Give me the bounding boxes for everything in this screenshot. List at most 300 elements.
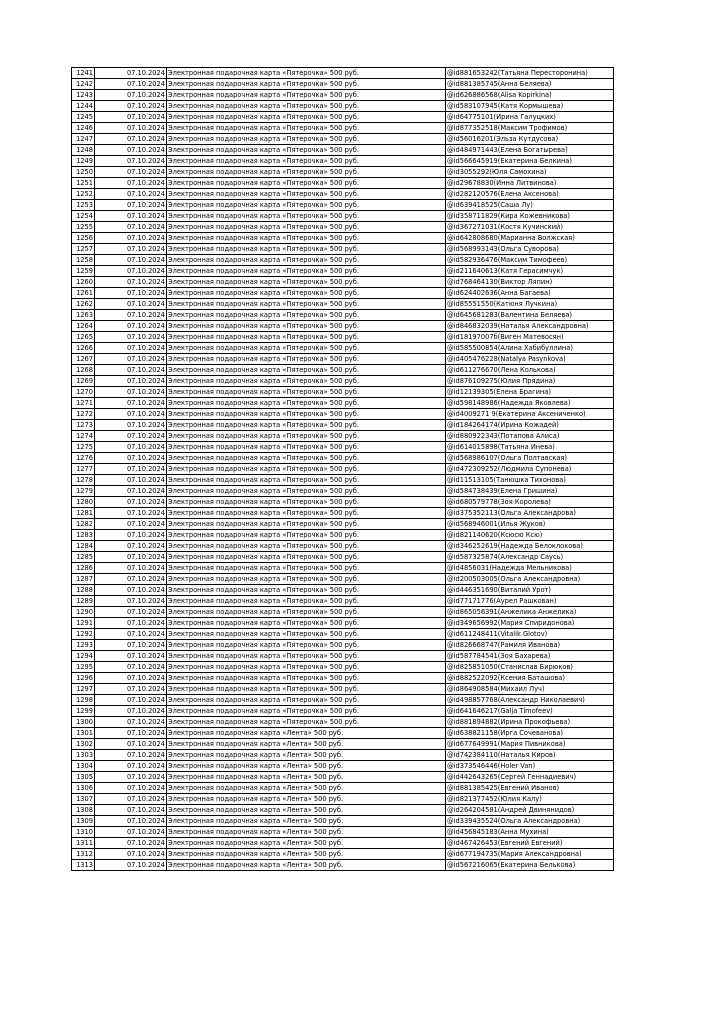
row-number-cell: 1301 — [72, 728, 95, 739]
prize-description-cell: Электронная подарочная карта «Пятерочка» 500 руб. — [167, 266, 446, 277]
table-row — [72, 332, 614, 343]
table-row — [72, 365, 614, 376]
row-number-cell: 1285 — [72, 552, 95, 563]
row-number-cell: 1288 — [72, 585, 95, 596]
winner-id-cell: @id85551550(Катюня Лучкина) — [446, 299, 614, 310]
prize-description-cell: Электронная подарочная карта «Лента» 500 руб. — [167, 772, 446, 783]
row-number-cell: 1260 — [72, 277, 95, 288]
date-cell: 07.10.2024 — [95, 310, 167, 321]
row-number-cell: 1258 — [72, 255, 95, 266]
table-row — [72, 211, 614, 222]
date-cell: 07.10.2024 — [95, 684, 167, 695]
date-cell: 07.10.2024 — [95, 156, 167, 167]
prize-description-cell: Электронная подарочная карта «Пятерочка» 500 руб. — [167, 717, 446, 728]
winner-id-cell: @id624402636(Анна Багаева) — [446, 288, 614, 299]
prize-description-cell: Электронная подарочная карта «Пятерочка» 500 руб. — [167, 343, 446, 354]
date-cell: 07.10.2024 — [95, 244, 167, 255]
row-number-cell: 1309 — [72, 816, 95, 827]
table-row — [72, 717, 614, 728]
prize-description-cell: Электронная подарочная карта «Лента» 500 руб. — [167, 750, 446, 761]
winner-id-cell: @id642808680(Марианна Волжская) — [446, 233, 614, 244]
row-number-cell: 1263 — [72, 310, 95, 321]
winner-id-cell: @id582936476(Максим Тимофеев) — [446, 255, 614, 266]
table-row — [72, 343, 614, 354]
date-cell: 07.10.2024 — [95, 585, 167, 596]
prize-description-cell: Электронная подарочная карта «Пятерочка» 500 руб. — [167, 618, 446, 629]
row-number-cell: 1284 — [72, 541, 95, 552]
prize-description-cell: Электронная подарочная карта «Лента» 500 руб. — [167, 794, 446, 805]
prize-description-cell: Электронная подарочная карта «Пятерочка» 500 руб. — [167, 442, 446, 453]
table-row — [72, 409, 614, 420]
row-number-cell: 1290 — [72, 607, 95, 618]
row-number-cell: 1270 — [72, 387, 95, 398]
date-cell: 07.10.2024 — [95, 68, 167, 79]
date-cell: 07.10.2024 — [95, 761, 167, 772]
table-row — [72, 640, 614, 651]
prize-description-cell: Электронная подарочная карта «Пятерочка» 500 руб. — [167, 508, 446, 519]
prize-description-cell: Электронная подарочная карта «Пятерочка» 500 руб. — [167, 321, 446, 332]
row-number-cell: 1306 — [72, 783, 95, 794]
row-number-cell: 1251 — [72, 178, 95, 189]
row-number-cell: 1255 — [72, 222, 95, 233]
prize-description-cell: Электронная подарочная карта «Пятерочка» 500 руб. — [167, 486, 446, 497]
date-cell: 07.10.2024 — [95, 189, 167, 200]
row-number-cell: 1266 — [72, 343, 95, 354]
row-number-cell: 1307 — [72, 794, 95, 805]
winner-id-cell: @id184264174(Ирина Кожадей) — [446, 420, 614, 431]
prize-description-cell: Электронная подарочная карта «Пятерочка» 500 руб. — [167, 145, 446, 156]
winner-id-cell: @id3055292(Юля Самохина) — [446, 167, 614, 178]
prize-description-cell: Электронная подарочная карта «Пятерочка» 500 руб. — [167, 629, 446, 640]
prize-description-cell: Электронная подарочная карта «Пятерочка» 500 руб. — [167, 244, 446, 255]
prize-description-cell: Электронная подарочная карта «Пятерочка» 500 руб. — [167, 288, 446, 299]
winner-id-cell: @id587325874(Александр Саусь) — [446, 552, 614, 563]
table-row — [72, 618, 614, 629]
date-cell: 07.10.2024 — [95, 387, 167, 398]
row-number-cell: 1246 — [72, 123, 95, 134]
date-cell: 07.10.2024 — [95, 167, 167, 178]
table-row — [72, 860, 614, 871]
table-row — [72, 475, 614, 486]
table-row — [72, 739, 614, 750]
date-cell: 07.10.2024 — [95, 90, 167, 101]
table-row — [72, 233, 614, 244]
prize-description-cell: Электронная подарочная карта «Пятерочка» 500 руб. — [167, 123, 446, 134]
table-row — [72, 838, 614, 849]
winner-id-cell: @id645681283(Валентина Беляева) — [446, 310, 614, 321]
winner-id-cell: @id339435524(Ольга Александровна) — [446, 816, 614, 827]
winner-id-cell: @id64775101(Ирина Галуцких) — [446, 112, 614, 123]
winner-id-cell: @id877352518(Максим Трофимов) — [446, 123, 614, 134]
table-row — [72, 574, 614, 585]
date-cell: 07.10.2024 — [95, 222, 167, 233]
date-cell: 07.10.2024 — [95, 343, 167, 354]
table-row — [72, 200, 614, 211]
prize-description-cell: Электронная подарочная карта «Пятерочка» 500 руб. — [167, 233, 446, 244]
date-cell: 07.10.2024 — [95, 134, 167, 145]
winner-id-cell: @id56016201(Эльза Кутдусова) — [446, 134, 614, 145]
prize-description-cell: Электронная подарочная карта «Пятерочка» 500 руб. — [167, 167, 446, 178]
row-number-cell: 1267 — [72, 354, 95, 365]
prize-description-cell: Электронная подарочная карта «Пятерочка» 500 руб. — [167, 497, 446, 508]
date-cell: 07.10.2024 — [95, 365, 167, 376]
table-row — [72, 816, 614, 827]
winner-id-cell: @id568986107(Ольга Полтавская) — [446, 453, 614, 464]
row-number-cell: 1244 — [72, 101, 95, 112]
prize-description-cell: Электронная подарочная карта «Пятерочка» 500 руб. — [167, 640, 446, 651]
prize-description-cell: Электронная подарочная карта «Лента» 500 руб. — [167, 827, 446, 838]
table-row — [72, 222, 614, 233]
row-number-cell: 1278 — [72, 475, 95, 486]
date-cell: 07.10.2024 — [95, 860, 167, 871]
row-number-cell: 1254 — [72, 211, 95, 222]
table-row — [72, 849, 614, 860]
winner-id-cell: @id442643265(Сергей Геннадиевич) — [446, 772, 614, 783]
row-number-cell: 1303 — [72, 750, 95, 761]
winner-id-cell: @id742384110(Наталья Киров) — [446, 750, 614, 761]
prize-description-cell: Электронная подарочная карта «Пятерочка» 500 руб. — [167, 695, 446, 706]
table-row — [72, 244, 614, 255]
table-row — [72, 585, 614, 596]
prize-description-cell: Электронная подарочная карта «Пятерочка» 500 руб. — [167, 563, 446, 574]
table-row — [72, 442, 614, 453]
winner-id-cell: @id626886568(Alisa Kopirkina) — [446, 90, 614, 101]
date-cell: 07.10.2024 — [95, 717, 167, 728]
winner-id-cell: @id677649991(Мария Пивникова) — [446, 739, 614, 750]
date-cell: 07.10.2024 — [95, 464, 167, 475]
date-cell: 07.10.2024 — [95, 783, 167, 794]
row-number-cell: 1287 — [72, 574, 95, 585]
row-number-cell: 1292 — [72, 629, 95, 640]
table-row — [72, 706, 614, 717]
prize-description-cell: Электронная подарочная карта «Пятерочка» 500 руб. — [167, 178, 446, 189]
row-number-cell: 1261 — [72, 288, 95, 299]
table-row — [72, 79, 614, 90]
table-row — [72, 552, 614, 563]
prize-description-cell: Электронная подарочная карта «Пятерочка» 500 руб. — [167, 585, 446, 596]
table-row — [72, 794, 614, 805]
prize-description-cell: Электронная подарочная карта «Лента» 500 руб. — [167, 761, 446, 772]
row-number-cell: 1273 — [72, 420, 95, 431]
prize-description-cell: Электронная подарочная карта «Пятерочка» 500 руб. — [167, 475, 446, 486]
row-number-cell: 1259 — [72, 266, 95, 277]
date-cell: 07.10.2024 — [95, 629, 167, 640]
row-number-cell: 1241 — [72, 68, 95, 79]
winner-id-cell: @id568993143(Ольга Суворова) — [446, 244, 614, 255]
row-number-cell: 1269 — [72, 376, 95, 387]
table-row — [72, 321, 614, 332]
date-cell: 07.10.2024 — [95, 640, 167, 651]
row-number-cell: 1250 — [72, 167, 95, 178]
prize-description-cell: Электронная подарочная карта «Пятерочка» 500 руб. — [167, 607, 446, 618]
prize-description-cell: Электронная подарочная карта «Пятерочка» 500 руб. — [167, 332, 446, 343]
date-cell: 07.10.2024 — [95, 838, 167, 849]
winner-id-cell: @id598148986(Надежда Яковлева) — [446, 398, 614, 409]
prize-description-cell: Электронная подарочная карта «Пятерочка» 500 руб. — [167, 519, 446, 530]
table-row — [72, 156, 614, 167]
prize-description-cell: Электронная подарочная карта «Пятерочка» 500 руб. — [167, 365, 446, 376]
table-row — [72, 310, 614, 321]
date-cell: 07.10.2024 — [95, 332, 167, 343]
date-cell: 07.10.2024 — [95, 574, 167, 585]
date-cell: 07.10.2024 — [95, 530, 167, 541]
prize-description-cell: Электронная подарочная карта «Лента» 500 руб. — [167, 728, 446, 739]
row-number-cell: 1272 — [72, 409, 95, 420]
prize-description-cell: Электронная подарочная карта «Пятерочка» 500 руб. — [167, 651, 446, 662]
date-cell: 07.10.2024 — [95, 805, 167, 816]
winner-id-cell: @id346252619(Надежда Белоклокова) — [446, 541, 614, 552]
row-number-cell: 1289 — [72, 596, 95, 607]
table-row — [72, 189, 614, 200]
date-cell: 07.10.2024 — [95, 816, 167, 827]
row-number-cell: 1271 — [72, 398, 95, 409]
winner-id-cell: @id821140620(Ксюсю Ксю) — [446, 530, 614, 541]
row-number-cell: 1243 — [72, 90, 95, 101]
winner-id-cell: @id826668747(Рамиля Иванова) — [446, 640, 614, 651]
winner-id-cell: @id484971443(Елена Богатырева) — [446, 145, 614, 156]
prize-description-cell: Электронная подарочная карта «Пятерочка» 500 руб. — [167, 79, 446, 90]
table-row — [72, 178, 614, 189]
table-row — [72, 167, 614, 178]
winner-id-cell: @id641646217(Galja Timofeev) — [446, 706, 614, 717]
row-number-cell: 1286 — [72, 563, 95, 574]
date-cell: 07.10.2024 — [95, 728, 167, 739]
table-row — [72, 541, 614, 552]
row-number-cell: 1308 — [72, 805, 95, 816]
prize-description-cell: Электронная подарочная карта «Пятерочка» 500 руб. — [167, 431, 446, 442]
table-row — [72, 90, 614, 101]
date-cell: 07.10.2024 — [95, 618, 167, 629]
row-number-cell: 1276 — [72, 453, 95, 464]
table-row — [72, 684, 614, 695]
table-row — [72, 596, 614, 607]
date-cell: 07.10.2024 — [95, 354, 167, 365]
row-number-cell: 1264 — [72, 321, 95, 332]
row-number-cell: 1300 — [72, 717, 95, 728]
row-number-cell: 1245 — [72, 112, 95, 123]
date-cell: 07.10.2024 — [95, 563, 167, 574]
winner-id-cell: @id446351690(Виталий Урот) — [446, 585, 614, 596]
winner-id-cell: @id881385745(Анна Беляева) — [446, 79, 614, 90]
prize-description-cell: Электронная подарочная карта «Пятерочка» 500 руб. — [167, 200, 446, 211]
row-number-cell: 1268 — [72, 365, 95, 376]
table-row — [72, 431, 614, 442]
table-row — [72, 607, 614, 618]
row-number-cell: 1296 — [72, 673, 95, 684]
prize-description-cell: Электронная подарочная карта «Пятерочка» 500 руб. — [167, 156, 446, 167]
winner-id-cell: @id876109275(Юлия Прядина) — [446, 376, 614, 387]
row-number-cell: 1310 — [72, 827, 95, 838]
prize-description-cell: Электронная подарочная карта «Пятерочка» 500 руб. — [167, 277, 446, 288]
row-number-cell: 1279 — [72, 486, 95, 497]
winner-id-cell: @id367271031(Костя Кучинский) — [446, 222, 614, 233]
row-number-cell: 1277 — [72, 464, 95, 475]
table-row — [72, 354, 614, 365]
prize-description-cell: Электронная подарочная карта «Пятерочка» 500 руб. — [167, 68, 446, 79]
date-cell: 07.10.2024 — [95, 695, 167, 706]
date-cell: 07.10.2024 — [95, 607, 167, 618]
date-cell: 07.10.2024 — [95, 750, 167, 761]
winner-id-cell: @id881894882(Ирина Прокофьева) — [446, 717, 614, 728]
winner-id-cell: @id4009271 9(Екатерина Аксениченко) — [446, 409, 614, 420]
winner-id-cell: @id638821158(Ирга Сочеванова) — [446, 728, 614, 739]
date-cell: 07.10.2024 — [95, 794, 167, 805]
table-row — [72, 728, 614, 739]
winner-id-cell: @id373546446(Holer Van) — [446, 761, 614, 772]
row-number-cell: 1281 — [72, 508, 95, 519]
prize-description-cell: Электронная подарочная карта «Лента» 500 руб. — [167, 739, 446, 750]
winner-id-cell: @id264204581(Андрей Двинянидов) — [446, 805, 614, 816]
row-number-cell: 1248 — [72, 145, 95, 156]
date-cell: 07.10.2024 — [95, 453, 167, 464]
table-row — [72, 68, 614, 79]
table-row — [72, 420, 614, 431]
winner-id-cell: @id467426453(Евгений Евгений) — [446, 838, 614, 849]
winner-id-cell: @id472309252(Людмила Супонева) — [446, 464, 614, 475]
table-row — [72, 772, 614, 783]
prize-description-cell: Электронная подарочная карта «Пятерочка» 500 руб. — [167, 453, 446, 464]
table-row — [72, 123, 614, 134]
winner-id-cell: @id680579778(Зоя Королева) — [446, 497, 614, 508]
date-cell: 07.10.2024 — [95, 112, 167, 123]
prize-description-cell: Электронная подарочная карта «Пятерочка» 500 руб. — [167, 222, 446, 233]
winner-id-cell: @id881385425(Евгений Иванов) — [446, 783, 614, 794]
row-number-cell: 1253 — [72, 200, 95, 211]
table-row — [72, 453, 614, 464]
winner-id-cell: @id498857768(Александр Николаевич) — [446, 695, 614, 706]
date-cell: 07.10.2024 — [95, 497, 167, 508]
date-cell: 07.10.2024 — [95, 442, 167, 453]
winner-id-cell: @id768464130(Виктор Ляпин) — [446, 277, 614, 288]
date-cell: 07.10.2024 — [95, 596, 167, 607]
table-row — [72, 387, 614, 398]
date-cell: 07.10.2024 — [95, 420, 167, 431]
prize-description-cell: Электронная подарочная карта «Пятерочка» 500 руб. — [167, 134, 446, 145]
row-number-cell: 1299 — [72, 706, 95, 717]
date-cell: 07.10.2024 — [95, 288, 167, 299]
date-cell: 07.10.2024 — [95, 255, 167, 266]
prize-description-cell: Электронная подарочная карта «Пятерочка» 500 руб. — [167, 684, 446, 695]
date-cell: 07.10.2024 — [95, 321, 167, 332]
winner-id-cell: @id456845183(Анна Мухина) — [446, 827, 614, 838]
prize-description-cell: Электронная подарочная карта «Пятерочка» 500 руб. — [167, 189, 446, 200]
prize-description-cell: Электронная подарочная карта «Пятерочка» 500 руб. — [167, 662, 446, 673]
prize-description-cell: Электронная подарочная карта «Пятерочка» 500 руб. — [167, 101, 446, 112]
table-row — [72, 145, 614, 156]
date-cell: 07.10.2024 — [95, 376, 167, 387]
prize-description-cell: Электронная подарочная карта «Пятерочка» 500 руб. — [167, 387, 446, 398]
winner-id-cell: @id567216065(Екатерина Белькова) — [446, 860, 614, 871]
row-number-cell: 1294 — [72, 651, 95, 662]
winner-id-cell: @id12139305(Елена Брагина) — [446, 387, 614, 398]
date-cell: 07.10.2024 — [95, 233, 167, 244]
date-cell: 07.10.2024 — [95, 486, 167, 497]
prize-description-cell: Электронная подарочная карта «Пятерочка» 500 руб. — [167, 552, 446, 563]
table-row — [72, 398, 614, 409]
winner-id-cell: @id583107945(Катя Кормышева) — [446, 101, 614, 112]
table-row — [72, 497, 614, 508]
winner-id-cell: @id846832039(Наталья Александровна) — [446, 321, 614, 332]
row-number-cell: 1249 — [72, 156, 95, 167]
date-cell: 07.10.2024 — [95, 772, 167, 783]
winner-id-cell: @id405476228(Natalya Pasynkova) — [446, 354, 614, 365]
prize-description-cell: Электронная подарочная карта «Пятерочка» 500 руб. — [167, 310, 446, 321]
date-cell: 07.10.2024 — [95, 299, 167, 310]
prize-description-cell: Электронная подарочная карта «Пятерочка» 500 руб. — [167, 409, 446, 420]
winner-id-cell: @id587784541(Зоя Бахарева) — [446, 651, 614, 662]
prize-description-cell: Электронная подарочная карта «Лента» 500 руб. — [167, 849, 446, 860]
date-cell: 07.10.2024 — [95, 101, 167, 112]
winner-id-cell: @id865056391(Анжелика Анжелика) — [446, 607, 614, 618]
row-number-cell: 1275 — [72, 442, 95, 453]
prize-description-cell: Электронная подарочная карта «Пятерочка» 500 руб. — [167, 420, 446, 431]
table-row — [72, 805, 614, 816]
row-number-cell: 1293 — [72, 640, 95, 651]
row-number-cell: 1252 — [72, 189, 95, 200]
prize-description-cell: Электронная подарочная карта «Лента» 500 руб. — [167, 805, 446, 816]
prize-description-cell: Электронная подарочная карта «Пятерочка» 500 руб. — [167, 211, 446, 222]
winner-id-cell: @id11513105(Танюшка Тихонова) — [446, 475, 614, 486]
winner-id-cell: @id375352113(Ольга Александрова) — [446, 508, 614, 519]
winner-id-cell: @id639418525(Саша Лу) — [446, 200, 614, 211]
winner-id-cell: @id614015898(Татьяна Инева) — [446, 442, 614, 453]
winners-table — [71, 67, 614, 871]
prize-description-cell: Электронная подарочная карта «Пятерочка» 500 руб. — [167, 706, 446, 717]
row-number-cell: 1257 — [72, 244, 95, 255]
winner-id-cell: @id4856031(Надежда Мельникова) — [446, 563, 614, 574]
winner-id-cell: @id881653242(Татьяна Пересторонина) — [446, 68, 614, 79]
table-row — [72, 563, 614, 574]
row-number-cell: 1291 — [72, 618, 95, 629]
row-number-cell: 1302 — [72, 739, 95, 750]
table-row — [72, 299, 614, 310]
table-row — [72, 651, 614, 662]
prize-description-cell: Электронная подарочная карта «Пятерочка» 500 руб. — [167, 398, 446, 409]
date-cell: 07.10.2024 — [95, 145, 167, 156]
winner-id-cell: @id677194735(Мария Александровна) — [446, 849, 614, 860]
date-cell: 07.10.2024 — [95, 178, 167, 189]
winner-id-cell: @id18197007б(Виген Матевосян) — [446, 332, 614, 343]
prize-description-cell: Электронная подарочная карта «Пятерочка» 500 руб. — [167, 530, 446, 541]
table-row — [72, 508, 614, 519]
date-cell: 07.10.2024 — [95, 519, 167, 530]
prize-description-cell: Электронная подарочная карта «Лента» 500 руб. — [167, 816, 446, 827]
date-cell: 07.10.2024 — [95, 508, 167, 519]
date-cell: 07.10.2024 — [95, 662, 167, 673]
prize-description-cell: Электронная подарочная карта «Пятерочка» 500 руб. — [167, 354, 446, 365]
date-cell: 07.10.2024 — [95, 673, 167, 684]
table-row — [72, 519, 614, 530]
table-row — [72, 750, 614, 761]
winner-id-cell: @id821377452(Юлия Калу) — [446, 794, 614, 805]
date-cell: 07.10.2024 — [95, 123, 167, 134]
prize-description-cell: Электронная подарочная карта «Пятерочка» 500 руб. — [167, 596, 446, 607]
prize-description-cell: Электронная подарочная карта «Пятерочка» 500 руб. — [167, 376, 446, 387]
date-cell: 07.10.2024 — [95, 266, 167, 277]
winner-id-cell: @id864908584(Михаил Луч) — [446, 684, 614, 695]
row-number-cell: 1242 — [72, 79, 95, 90]
table-row — [72, 486, 614, 497]
winner-id-cell: @id825851050(Станислав Бирюков) — [446, 662, 614, 673]
date-cell: 07.10.2024 — [95, 398, 167, 409]
prize-description-cell: Электронная подарочная карта «Лента» 500 руб. — [167, 860, 446, 871]
row-number-cell: 1311 — [72, 838, 95, 849]
date-cell: 07.10.2024 — [95, 200, 167, 211]
winner-id-cell: @id880922343(Потапова Алиса) — [446, 431, 614, 442]
prize-description-cell: Электронная подарочная карта «Пятерочка» 500 руб. — [167, 90, 446, 101]
table-row — [72, 695, 614, 706]
row-number-cell: 1280 — [72, 497, 95, 508]
